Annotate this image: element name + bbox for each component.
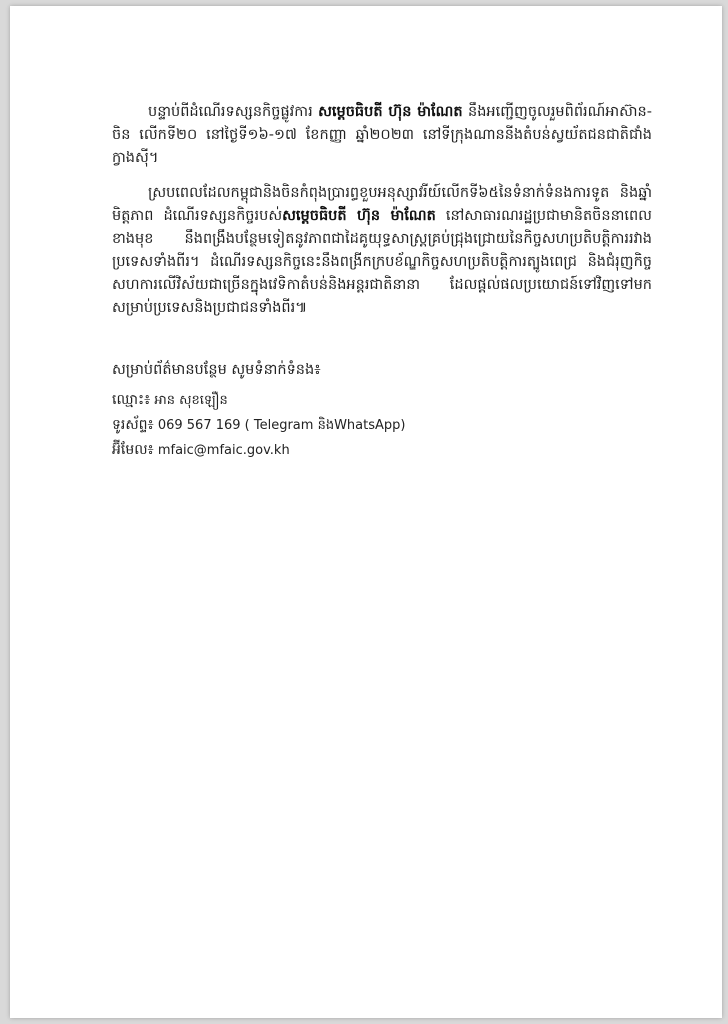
contact-phone-line — [112, 413, 652, 438]
paragraph-1-text-a: បន្ទាប់ពីដំណើរទស្សនកិច្ចផ្លូវការ — [148, 104, 319, 120]
contact-heading: សម្រាប់ព័ត៌មានបន្ថែម សូមទំនាក់ទំនង៖ — [112, 362, 321, 378]
paragraph-1-bold-name: សម្តេចធិបតី ហ៊ុន ម៉ាណែត — [318, 104, 463, 120]
document-body — [112, 101, 652, 463]
paragraph-2-bold-name: សម្តេចធិបតី ហ៊ុន ម៉ាណែត — [282, 208, 436, 224]
contact-name-value: អាន សុខឡឿន — [150, 393, 228, 408]
paragraph-1 — [112, 101, 652, 170]
contact-email-label: អ៊ីមែល៖ — [112, 442, 154, 458]
contact-email-value[interactable]: mfaic@mfaic.gov.kh — [153, 443, 290, 458]
paragraph-2 — [112, 182, 652, 320]
paragraph-2-text-a: ស្របពេលដែលកម្ពុជានិងចិនកំពុងប្រារព្ធខួបអនុស្សាវរីយ៍លើកទី៦៥នៃទំនាក់ទំនងការទូត និងឆ្នាំមិត្តភាព ដំណើរទស្សនកិច្ចរបស់ — [112, 185, 652, 224]
contact-phone-value: 069 567 169 ( Telegram និងWhatsApp) — [153, 418, 406, 433]
contact-email-line — [112, 438, 652, 463]
document-page — [10, 6, 722, 1018]
contact-block — [112, 358, 652, 463]
contact-name-label: ឈ្មោះ៖ — [112, 392, 151, 408]
paragraph-1-text-b: នឹងអញ្ជើញចូលរួមពិព័រណ៍អាស៊ាន-ចិន លើកទី២០ នៅថ្ងៃទី១៦-១៧ ខែកញ្ញា ឆ្នាំ២០២៣ នៅទីក្រុងណាននីងតំបន់ស្វយ័តជនជាតិជាំងក្វាងស៊ី។ — [112, 104, 652, 166]
paragraph-2-text-b: នៅសាធារណរដ្ឋប្រជាមានិតចិននាពេលខាងមុខ នឹងពង្រឹងបន្ថែមទៀតនូវភាពជាដៃគូយុទ្ធសាស្ត្រគ្រប់ជ្រុងជ្រោយនៃកិច្ចសហប្រតិបត្តិការរវាងប្រទេសទាំងពីរ។ ដំណើរទស្សនកិច្ចនេះនឹងពង្រីកក្របខ័ណ្ឌកិច្ចសហប្រតិបត្តិការត្បូងពេជ្រ និងជំរុញកិច្ចសហការលើវិស័យជាច្រើនក្នុងវេទិកាតំបន់និងអន្តរជាតិនានា ដែលផ្តល់ផលប្រយោជន៍ទៅវិញទៅមកសម្រាប់ប្រទេសនិងប្រជាជនទាំងពីរ៕ — [112, 208, 652, 316]
contact-phone-label: ទូរស័ព្ទ៖ — [112, 417, 154, 433]
contact-name-line — [112, 388, 652, 413]
